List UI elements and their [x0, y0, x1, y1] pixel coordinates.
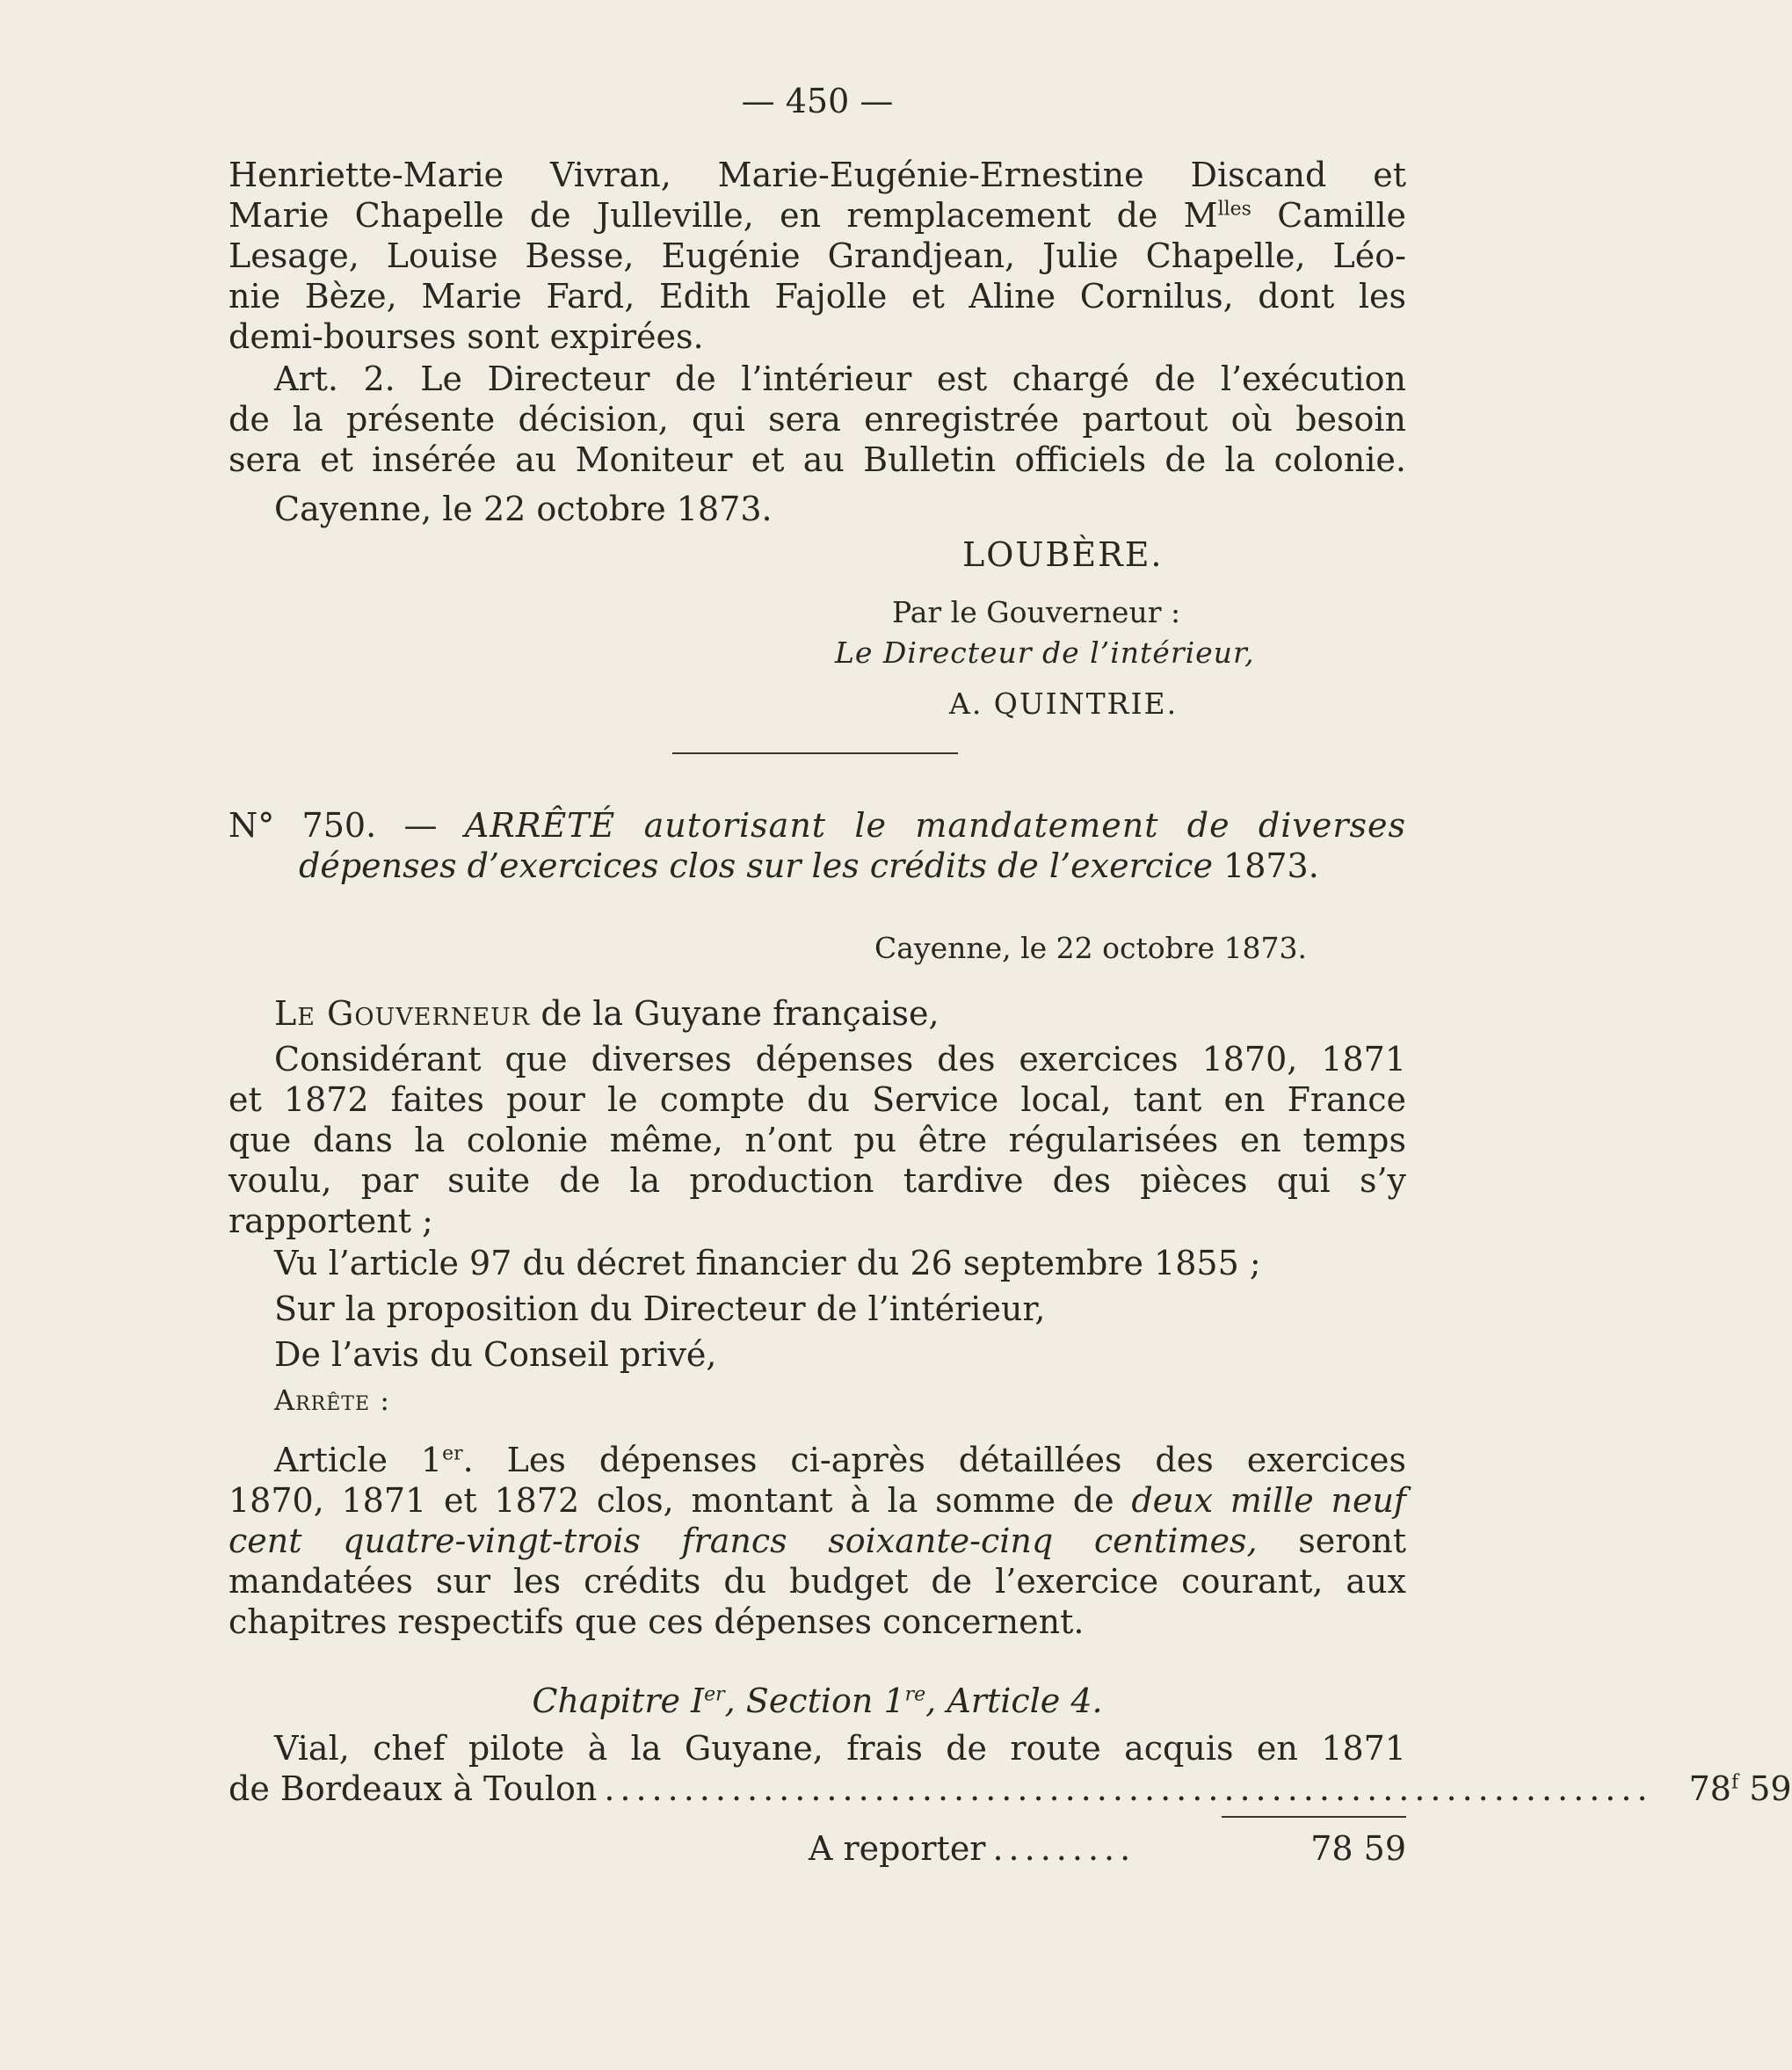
text-line: 1870, 1871 et 1872 clos, montant à la somme de deux mille neuf [229, 1481, 1406, 1520]
text-line: Sur la proposition du Directeur de l’intérieur, [274, 1289, 1046, 1328]
text-line: et 1872 faites pour le compte du Service local, tant en France [229, 1080, 1406, 1119]
text-line: Vial, chef pilote à la Guyane, frais de route acquis en 1871 [274, 1729, 1406, 1768]
signature-by: Par le Gouverneur : [892, 595, 1181, 629]
text-line: Lesage, Louise Besse, Eugénie Grandjean, Julie Chapelle, Léo- [229, 236, 1406, 275]
text-line: rapportent ; [229, 1202, 433, 1240]
chapter-heading: Chapitre Ier, Section 1re, Article 4. [532, 1681, 1103, 1720]
text-line: chapitres respectifs que ces dépenses concernent. [229, 1602, 1085, 1641]
carry-forward-amount: 78 59 [1310, 1829, 1406, 1868]
separator-rule [672, 752, 958, 754]
text-line: Article 1er. Les dépenses ci-après détaillées des exercices [274, 1441, 1406, 1479]
text-line: Vu l’article 97 du décret financier du 26 septembre 1855 ; [274, 1244, 1261, 1282]
text-line: mandatées sur les crédits du budget de l’exercice courant, aux [229, 1562, 1406, 1601]
text-line: cent quatre-vingt-trois francs soixante-cinq centimes, seront [229, 1522, 1406, 1560]
text-line: nie Bèze, Marie Fard, Edith Fajolle et Aline Cornilus, dont les [229, 277, 1406, 316]
expense-row [229, 1769, 1792, 1809]
text-line: voulu, par suite de la production tardive des pièces qui s’y [229, 1161, 1406, 1200]
signature-name: LOUBÈRE. [962, 535, 1164, 574]
expense-amount: 78$^f$ 59 [1688, 1769, 1792, 1808]
leader-dots: ......... [992, 1829, 1136, 1868]
text-line: Art. 2. Le Directeur de l’intérieur est chargé de l’exécution [274, 360, 1406, 398]
text-line: De l’avis du Conseil privé, [274, 1335, 717, 1374]
carry-forward-label: A reporter [809, 1829, 986, 1868]
page-number: — 450 — [741, 82, 894, 120]
text-line: Henriette-Marie Vivran, Marie-Eugénie-Ernestine Discand et [229, 156, 1406, 194]
text-line: que dans la colonie même, n’ont pu être régularisées en temps [229, 1121, 1406, 1159]
expense-label: de Bordeaux à Toulon [229, 1769, 598, 1808]
text-line: sera et insérée au Moniteur et au Bulletin officiels de la colonie. [229, 440, 1406, 479]
text-line: Considérant que diverses dépenses des exercices 1870, 1871 [274, 1040, 1406, 1079]
arrete-word: Arrête : [274, 1384, 390, 1417]
text-line: demi-bourses sont expirées. [229, 317, 704, 356]
leader-dots: .................................................................. [604, 1769, 1653, 1808]
arrete-number: N° 750. — [229, 806, 438, 845]
carry-forward-row [809, 1828, 1406, 1869]
signature-role: Le Directeur de l’intérieur, [835, 636, 1255, 670]
arrete-title-text: ARRÊTÉ autorisant le mandatement de diverses [464, 806, 1406, 845]
text-line: de la présente décision, qui sera enregistrée partout où besoin [229, 400, 1406, 439]
arrete-title [229, 805, 1406, 846]
date-line: Cayenne, le 22 octobre 1873. [274, 490, 773, 528]
gouverneur-line: Le Gouverneur de la Guyane française, [274, 994, 940, 1033]
text-line: Marie Chapelle de Julleville, en remplacement de $M^{lles}$ Camille [229, 196, 1406, 235]
arrete-date: Cayenne, le 22 octobre 1873. [874, 931, 1308, 965]
signature-signer: A. QUINTRIE. [949, 686, 1179, 721]
sum-rule [1222, 1816, 1406, 1818]
arrete-title-cont: dépenses d’exercices clos sur les crédits de l’exercice 1873. [299, 846, 1319, 885]
